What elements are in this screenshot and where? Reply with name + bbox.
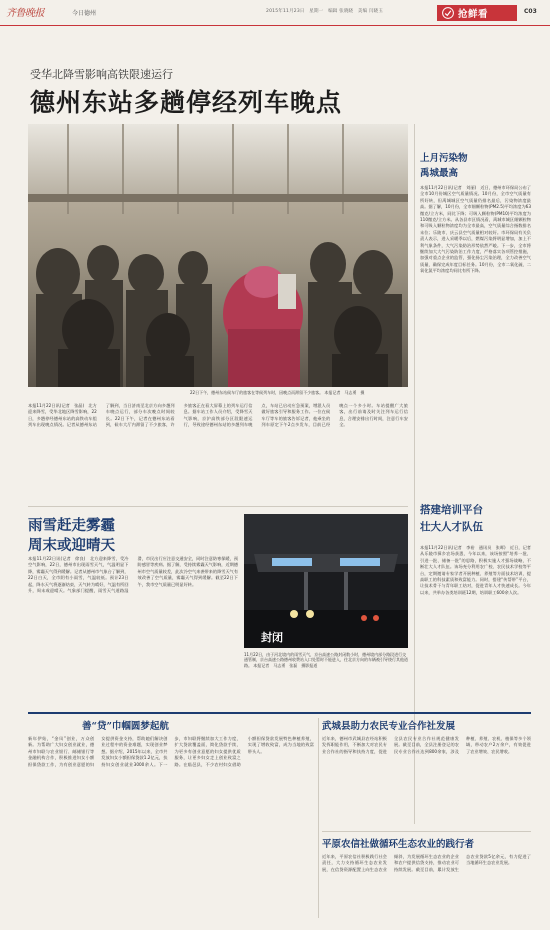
- pollution-body: 本报11月22日讯(记者 刘丽) 近日，德州市环保局公布了全市10月份城区空气质量情况。10月份，全市空气质量有所好转，但禹城城区空气质量仍排名最后，污染物浓度最高。据了解，10月份，全市细颗粒物(PM2.5)平均浓度为63微克/立方米，同比下降；可吸入颗粒物(PM10)平均浓度为110微克/立方米。从各县市区情况看，禹城市城区细颗粒物和可吸入颗粒物浓度均为全市最高，空气质量综合指数排名末位；乐陵市、庆云县空气质量相对较好。市环保局有关负责人表示，进入采暖季以后，燃煤污染将明显增加，加上不利气象条件，大气污染防治形势依然严峻。下一步，全市将继续加大大气污染防治工作力度，严格落实各项管控措施，加强对重点企业的监管，强化扬尘污染治理，全力改善空气质量，确保完成年度目标任务。10月份，全市二氧化硫、二氧化氮平均浓度均同比有所下降。: [420, 185, 531, 274]
- section-title: 抢鲜看: [458, 9, 489, 20]
- bottom-story-rule: [322, 831, 531, 832]
- cooperative-body: 近年来，德州市武城县农经站积极发挥职能作用，不断加大对农民专业合作社的指导和扶持力度，促进全县农民专业合作社规范健康发展。截至目前，全县注册登记的农民专业合作社达到800余家，涉及种植、养殖、农机、植保等多个领域，带动农户2万余户，有效促进了农业增效、农民增收。: [322, 736, 531, 754]
- weather-headline[interactable]: 雨雪赶走雾霾 周末或迎晴天: [28, 517, 115, 554]
- masthead-rule: [0, 25, 550, 26]
- lead-headline[interactable]: 德州东站多趟停经列车晚点: [30, 88, 343, 117]
- bottom-divider: [318, 718, 319, 918]
- issue-meta: 2015年11月23日 星期一 编辑 张晓晓 美编 闫晓玉: [266, 9, 384, 14]
- lead-photo-image: [28, 124, 408, 387]
- edition-name: 今日德州: [72, 10, 97, 17]
- lead-kicker: 受华北降雪影响高铁限速运行: [30, 68, 173, 81]
- expressway-photo[interactable]: [244, 514, 408, 648]
- training-body: 本报11月22日讯(记者 李裕 通讯员 张晖) 近日，记者从乐陵市獐乡农场获悉，今年以来，该场按照“培养一批、引进一批、储备一批”的思路，积极实施人才强场战略，不断壮大人才队伍。该场充分利用农广校、农民技术学校等平台，定期邀请专家学者开展种植、养殖等方面技术培训，提高职工的科技素质和致富能力。同时，搭建“传帮带”平台，让技术骨干与青年职工结对，促进青年人才快速成长。今年以来，共举办各类培训班12期，培训职工600余人次。: [420, 545, 531, 595]
- fresh-icon: [442, 7, 454, 19]
- loan-body: 新年伊始，“金凤”创业，万众创新。为帮助广大妇女创业就业，德州市妇联与农业银行、邮储银行等金融机构合作，积极推进妇女小额担保贷款工作，为有创业意愿的妇女提供资金支持，帮助她们解决创业过程中的资金难题，实现创业梦想。据介绍，2015年以来，全市共发放妇女小额担保贷款1.2亿元，扶持妇女创业就业3000余人。下一步，市妇联将继续加大工作力度，扩大贷款覆盖面，简化贷款手续，为更多有创业意愿的妇女提供优质服务，让更多妇女走上创业致富之路。在临邑县，不少农村妇女借助小额担保贷款发展特色种植养殖，实现了增收致富，成为当地的致富带头人。: [28, 736, 314, 767]
- lead-photo-caption: 22日下午，德州东站候车厅的旅客在等候列车时，因晚点而滞留不少旅客。 本报记者 马志勇 摄: [190, 390, 365, 395]
- training-headline[interactable]: 搭建培训平台 壮大人才队伍: [420, 504, 483, 533]
- page-number: C03: [524, 8, 537, 15]
- eco-agriculture-body: 近年来，平原农信社积极践行社会责任，大力支持循环生态农业发展，在信贷资源配置上向生态农业倾斜，为发展循环生态农业的企业和农户提供信贷支持，推动农业可持续发展。截至目前，累计发放生态农业贷款5亿余元，有力促进了当地循环生态农业发展。: [322, 854, 531, 872]
- expressway-photo-image: [244, 514, 408, 648]
- newspaper-logo[interactable]: 齐鲁晚报: [6, 8, 44, 19]
- pollution-headline[interactable]: 上月污染物 禹城最高: [420, 153, 468, 179]
- weather-body: 本报11月22日讯(记者 徐良) 北方迎来降雪，受冷空气影响，22日，德州市出现雨雪天气，气温明显下降，雾霾天气得到缓解。记者从德州市气象台了解到，22日白天，全市阴有小雨雪，气温较低。预计23日起，降水天气将逐渐结束，天气转为晴好，气温有所回升，周末或迎晴天。气象部门提醒，雨雪天气道路湿滑，市民出行应注意交通安全，同时注意防寒保暖，预防感冒等疾病。据了解，受持续雾霾天气影响，近期德州市空气质量较差，此次冷空气来袭带来的降雪天气有效改善了空气质量，雾霾天气得到缓解。截至22日下午，我市空气质量已明显好转。: [28, 556, 238, 594]
- lead-body: 本报11月22日讯(记者 张晶) 北方迎来降雪，受华北地区降雪影响，22日，多趟停经德州东站的高铁动车组列车出现晚点情况。记者从德州东站了解到，当日济南至北京方向多趟列车晚点运行，部分车次晚点时间较长。22日下午，记者在德州东站看到，候车大厅内滞留了不少旅客，许多旅客正在看大屏幕上的列车运行信息。据车站工作人员介绍，受降雪天气影响，京沪高铁部分区段限速运行，导致途经德州东站的多趟列车晚点，车站已启动应急预案，增派人员做好旅客引导和服务工作。一位在候车厅等车的旅客告诉记者，他乘坐的列车原定下午2点多发车，目前已经晚点一个多小时。车站提醒广大旅客，出行前请及时关注列车运行信息，合理安排出行时间，注意行车安全。: [28, 403, 408, 428]
- eco-agriculture-headline[interactable]: 平原农信社做循环生态农业的践行者: [322, 839, 475, 850]
- cooperative-headline[interactable]: 武城县助力农民专业合作社发展: [322, 721, 456, 732]
- bottom-section-rule: [28, 712, 531, 714]
- expressway-photo-title: 封闭: [261, 631, 283, 644]
- masthead: [0, 0, 550, 26]
- lead-photo-station-crowd[interactable]: [28, 124, 408, 387]
- expressway-photo-caption: 11月22日，由于河北境内的雨雪天气，京台高速公路封闭数小时，德州境内部分路段进行交通管制，京台高速公路德州收费站入口处暂时不能进入，往北京方向的车辆被引导绕行其他道路。 本报记者 马志勇 张磊 摄影报道: [244, 652, 408, 668]
- section-rule: [28, 506, 408, 507]
- loan-headline[interactable]: 善“贷”巾帼圆梦起航: [82, 721, 169, 732]
